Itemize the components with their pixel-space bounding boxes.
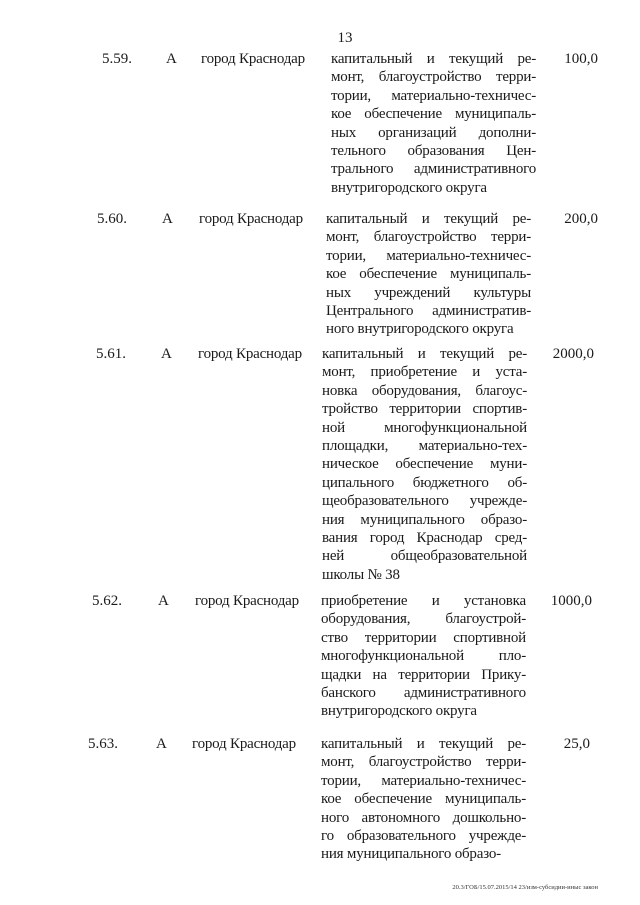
footer-file-reference: 20.3/ГОБ/15.07.2015/14 23/изм-субсидии-иныс закон: [452, 884, 598, 891]
row-number: 5.62.: [92, 593, 122, 609]
description-line: го образовательного учрежде-: [321, 827, 526, 844]
row-amount: 2000,0: [552, 346, 594, 362]
description-line: ципального бюджетного об-: [322, 474, 527, 491]
row-amount: 1000,0: [550, 593, 592, 609]
description-line: новка оборудования, благоус-: [322, 382, 527, 399]
row-description: [331, 50, 536, 197]
description-line: капитальный и текущий ре-: [326, 211, 531, 227]
row-description: [322, 345, 527, 584]
description-line: кое обеспечение муниципаль-: [321, 791, 526, 808]
row-category: А: [162, 211, 173, 227]
description-line: кое обеспечение муниципаль-: [331, 106, 536, 123]
description-line: тельного образования Цен-: [331, 142, 536, 159]
description-line: ния муниципального образо-: [321, 846, 501, 863]
row-number: 5.59.: [102, 51, 132, 67]
description-line: вания город Краснодар сред-: [322, 529, 527, 546]
description-line: капитальный и текущий ре-: [321, 736, 526, 752]
row-number: 5.60.: [97, 211, 127, 227]
row-amount: 25,0: [563, 736, 590, 752]
description-line: площадки, материально-тех-: [322, 437, 527, 454]
description-line: монт, благоустройство терри-: [321, 754, 526, 771]
description-line: монт, благоустройство терри-: [326, 229, 531, 246]
row-number: 5.63.: [88, 736, 118, 752]
row-municipality: город Краснодар: [201, 51, 305, 67]
description-line: щеобразовательного учрежде-: [322, 493, 527, 510]
description-line: приобретение и установка: [321, 593, 526, 609]
description-line: многофункциональной пло-: [321, 648, 526, 665]
description-line: внутригородского округа: [331, 179, 487, 196]
row-municipality: город Краснодар: [198, 346, 302, 362]
row-description: [321, 735, 526, 864]
row-number: 5.61.: [96, 346, 126, 362]
row-municipality: город Краснодар: [195, 593, 299, 609]
description-line: ния муниципального образо-: [322, 511, 527, 528]
description-line: ной многофункциональной: [322, 419, 527, 436]
description-line: школы № 38: [322, 566, 400, 583]
description-line: тории, материально-техничес-: [321, 772, 526, 789]
row-description: [326, 210, 531, 339]
description-line: оборудования, благоустрой-: [321, 611, 526, 628]
row-amount: 200,0: [564, 211, 598, 227]
description-line: щадки на территории Прику-: [321, 666, 526, 683]
description-line: ническое обеспечение муни-: [322, 456, 527, 473]
description-line: Центрального административ-: [326, 302, 531, 319]
description-line: ного автономного дошкольно-: [321, 809, 526, 826]
description-line: кое обеспечение муниципаль-: [326, 266, 531, 283]
row-municipality: город Краснодар: [192, 736, 296, 752]
row-amount: 100,0: [564, 51, 598, 67]
description-line: ных организаций дополни-: [331, 124, 536, 141]
description-line: ного внутригородского округа: [326, 321, 514, 338]
description-line: ство территории спортивной: [321, 629, 526, 646]
page-number: 13: [337, 30, 353, 46]
row-description: [321, 592, 526, 721]
row-category: А: [161, 346, 172, 362]
description-line: банского административного: [321, 684, 526, 701]
row-category: А: [166, 51, 177, 67]
row-municipality: город Краснодар: [199, 211, 303, 227]
description-line: ней общеобразовательной: [322, 548, 527, 565]
description-line: капитальный и текущий ре-: [331, 51, 536, 67]
row-category: А: [156, 736, 167, 752]
description-line: тории, материально-техничес-: [326, 247, 531, 264]
row-category: А: [158, 593, 169, 609]
description-line: тройство территории спортив-: [322, 401, 527, 418]
description-line: тории, материально-техничес-: [331, 87, 536, 104]
description-line: ных учреждений культуры: [326, 284, 531, 301]
description-line: монт, приобретение и уста-: [322, 364, 527, 381]
description-line: трального административного: [331, 161, 536, 178]
description-line: внутригородского округа: [321, 703, 477, 720]
description-line: монт, благоустройство терри-: [331, 69, 536, 86]
description-line: капитальный и текущий ре-: [322, 346, 527, 362]
